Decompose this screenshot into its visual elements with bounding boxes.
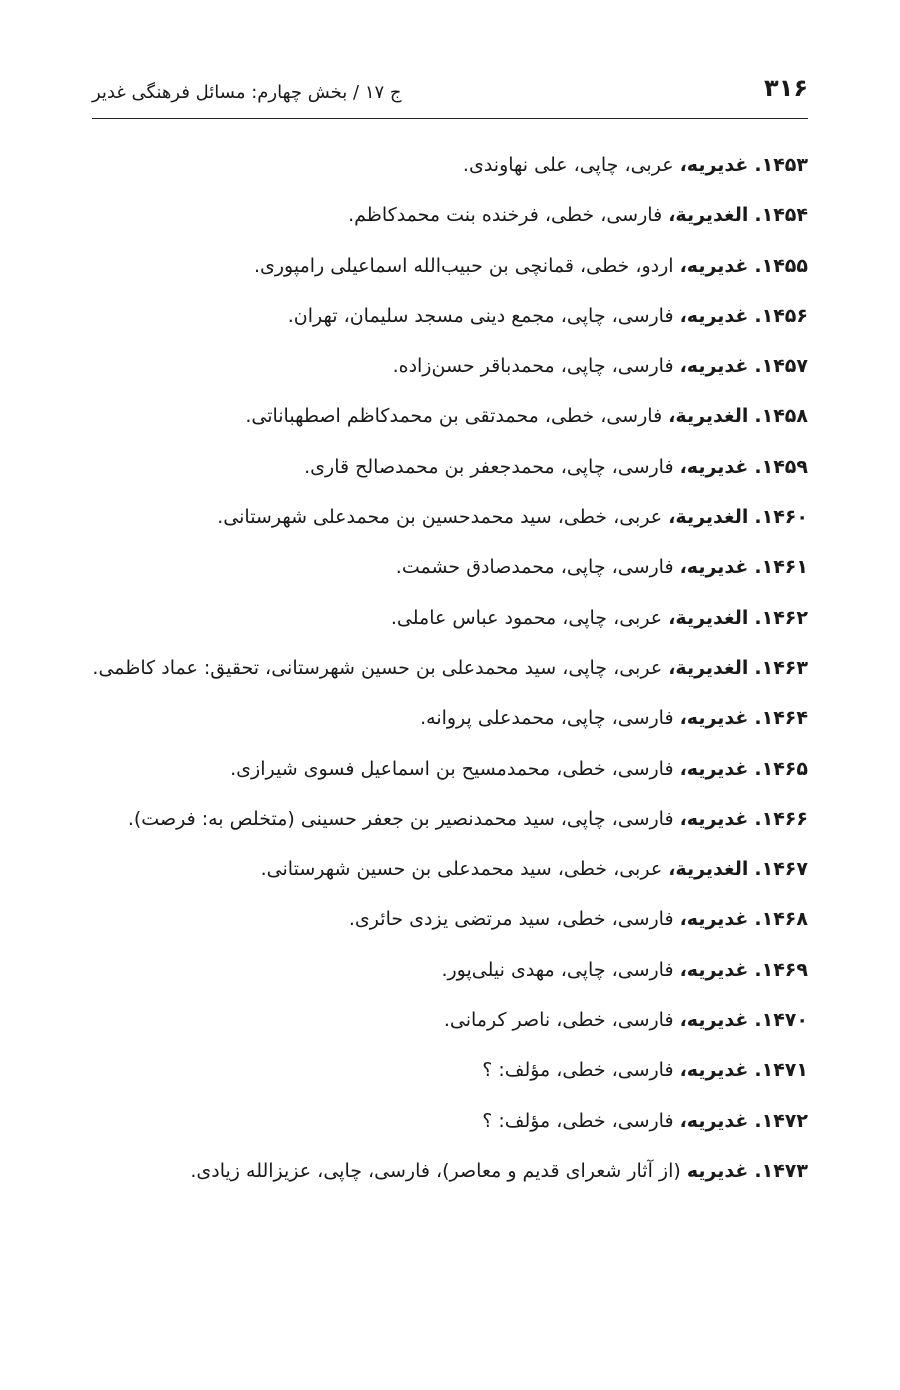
entry-details: اردو، خطی، قمانچی بن حبیب‌الله اسماعیلی رامپوری. [253,254,674,277]
entry-details: فارسی، خطی، فرخنده بنت محمدکاظم. [348,204,663,227]
entry-number: ۱۴۷۰. [754,1009,808,1032]
entry-details: فارسی، چاپی، مجمع دینی مسجد سلیمان، تهران. [287,304,674,327]
page-number: ۳۱۶ [764,74,808,102]
list-item [86,442,808,492]
entry-details: عربی، خطی، سید محمدحسین بن محمدعلی شهرستانی. [217,506,663,529]
entry-number: ۱۴۶۸. [754,908,808,931]
entry-number: ۱۴۷۲. [754,1109,808,1132]
entry-number: ۱۴۶۶. [754,807,808,830]
list-item [86,492,808,542]
entry-details: فارسی، چاپی، محمدعلی پروانه. [420,707,674,730]
entry-details: عربی، چاپی، محمود عباس عاملی. [390,606,663,629]
entry-number: ۱۴۶۹. [754,958,808,981]
entry-details: (از آثار شعرای قدیم و معاصر)، فارسی، چاپی، عزیزالله زیادی. [190,1159,681,1182]
entry-number: ۱۴۵۵. [754,254,808,277]
entry-details: فارسی، خطی، محمدمسیح بن اسماعیل فسوی شیرازی. [230,757,674,780]
list-item [86,1146,808,1196]
entry-title: غدیریه، [679,304,749,327]
entry-title: الغدیریة، [668,204,749,227]
entry-number: ۱۴۶۰. [754,506,808,529]
entry-details: فارسی، خطی، محمدتقی بن محمدکاظم اصطهباناتی. [245,405,663,428]
list-item [86,693,808,743]
list-item [86,593,808,643]
entry-number: ۱۴۶۵. [754,757,808,780]
entry-title: غدیریه، [679,154,749,176]
entry-title: غدیریه، [679,556,749,579]
entry-details: فارسی، چاپی، محمدجعفر بن محمدصالح قاری. [304,455,674,478]
list-item [86,1096,808,1146]
list-item [86,341,808,391]
entry-number: ۱۴۵۹. [754,455,808,478]
entry-number: ۱۴۵۳. [754,154,808,176]
entry-title: الغدیریة، [668,656,749,679]
page-header [92,72,808,119]
entry-title: غدیریه، [679,757,749,780]
entry-details: فارسی، چاپی، سید محمدنصیر بن جعفر حسینی (متخلص به: فرصت). [127,807,674,830]
entry-details: فارسی، خطی، سید مرتضی یزدی حائری. [348,908,674,931]
list-item [86,995,808,1045]
list-item [86,744,808,794]
entry-title: الغدیریة، [668,506,749,529]
list-item [86,945,808,995]
entry-title: غدیریه، [679,908,749,931]
entry-title: غدیریه، [679,958,749,981]
entry-details: عربی، خطی، سید محمدعلی بن حسین شهرستانی. [260,858,663,881]
list-item [86,241,808,291]
entry-number: ۱۴۶۲. [754,606,808,629]
list-item [86,894,808,944]
list-item [86,1045,808,1095]
entry-title: الغدیریة، [668,606,749,629]
entry-number: ۱۴۶۳. [754,656,808,679]
entry-title: غدیریه، [679,355,749,378]
entry-title: غدیریه [686,1159,749,1182]
list-item [86,844,808,894]
entry-number: ۱۴۶۴. [754,707,808,730]
entry-number: ۱۴۷۳. [754,1159,808,1182]
entry-title: الغدیریة، [668,405,749,428]
list-item [86,140,808,190]
list-item [86,542,808,592]
entry-number: ۱۴۶۱. [754,556,808,579]
entry-details: عربی، چاپی، علی نهاوندی. [462,154,674,176]
entry-details: فارسی، خطی، ناصر کرمانی. [443,1009,674,1032]
entry-details: فارسی، خطی، مؤلف: ؟ [482,1059,674,1082]
entry-number: ۱۴۵۷. [754,355,808,378]
entry-details: فارسی، چاپی، مهدی نیلی‌پور. [441,958,674,981]
list-item [86,391,808,441]
entry-details: فارسی، خطی، مؤلف: ؟ [482,1109,674,1132]
list-item [86,190,808,240]
list-item [86,291,808,341]
entry-details: عربی، چاپی، سید محمدعلی بن حسین شهرستانی، تحقیق: عماد کاظمی. [92,656,663,679]
entry-title: غدیریه، [679,254,749,277]
entry-number: ۱۴۶۷. [754,858,808,881]
entry-details: فارسی، چاپی، محمدصادق حشمت. [395,556,674,579]
entry-title: غدیریه، [679,1009,749,1032]
entry-title: غدیریه، [679,1059,749,1082]
entry-title: غدیریه، [679,455,749,478]
entry-title: غدیریه، [679,707,749,730]
entry-number: ۱۴۵۴. [754,204,808,227]
entry-number: ۱۴۵۶. [754,304,808,327]
list-item [86,794,808,844]
running-head: ج ۱۷ / بخش چهارم: مسائل فرهنگی غدیر [92,82,402,103]
entry-title: الغدیریة، [668,858,749,881]
bibliography-list [86,140,808,1196]
entry-number: ۱۴۷۱. [754,1059,808,1082]
entry-title: غدیریه، [679,807,749,830]
entry-title: غدیریه، [679,1109,749,1132]
entry-details: فارسی، چاپی، محمدباقر حسن‌زاده. [392,355,674,378]
entry-number: ۱۴۵۸. [754,405,808,428]
list-item [86,643,808,693]
